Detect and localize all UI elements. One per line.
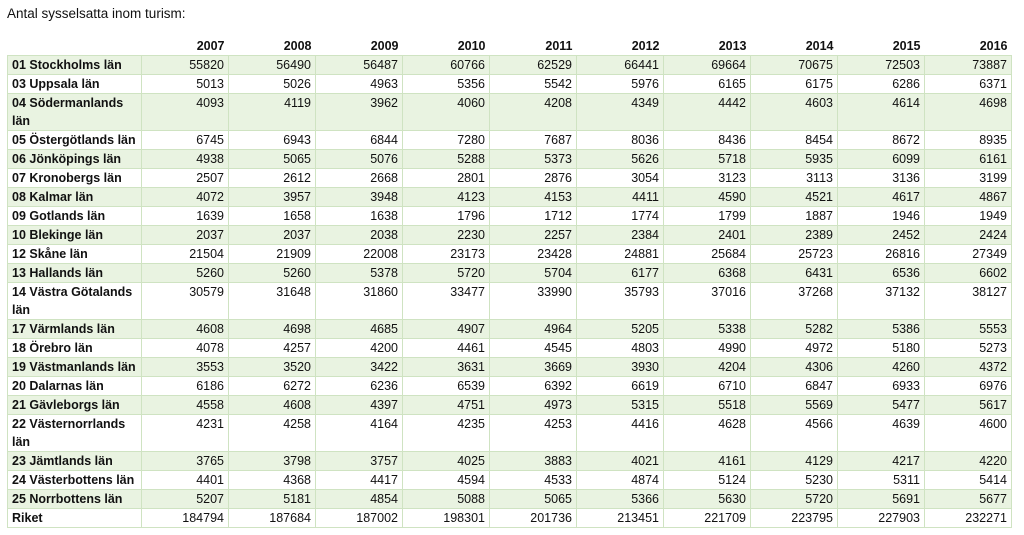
value-cell: 4751 xyxy=(403,396,490,415)
value-cell: 37268 xyxy=(751,283,838,320)
value-cell: 6236 xyxy=(316,377,403,396)
value-cell: 4349 xyxy=(577,94,664,131)
value-cell: 6933 xyxy=(838,377,925,396)
year-header: 2016 xyxy=(925,37,1012,56)
value-cell: 5569 xyxy=(751,396,838,415)
value-cell: 5205 xyxy=(577,320,664,339)
value-cell: 5720 xyxy=(403,264,490,283)
value-cell: 38127 xyxy=(925,283,1012,320)
value-cell: 25723 xyxy=(751,245,838,264)
table-row xyxy=(8,452,1012,471)
county-name-cell: 04 Södermanlands län xyxy=(8,94,142,131)
value-cell: 3136 xyxy=(838,169,925,188)
value-cell: 21909 xyxy=(229,245,316,264)
employment-table xyxy=(7,37,1012,528)
year-header: 2014 xyxy=(751,37,838,56)
table-row xyxy=(8,75,1012,94)
value-cell: 7687 xyxy=(490,131,577,150)
value-cell: 223795 xyxy=(751,509,838,528)
value-cell: 4231 xyxy=(142,415,229,452)
value-cell: 6943 xyxy=(229,131,316,150)
value-cell: 4164 xyxy=(316,415,403,452)
value-cell: 5677 xyxy=(925,490,1012,509)
header-corner xyxy=(8,37,142,56)
value-cell: 6844 xyxy=(316,131,403,150)
county-name-cell: 06 Jönköpings län xyxy=(8,150,142,169)
value-cell: 5626 xyxy=(577,150,664,169)
value-cell: 5356 xyxy=(403,75,490,94)
value-cell: 31860 xyxy=(316,283,403,320)
value-cell: 70675 xyxy=(751,56,838,75)
county-name-cell: 05 Östergötlands län xyxy=(8,131,142,150)
value-cell: 4397 xyxy=(316,396,403,415)
value-cell: 4698 xyxy=(925,94,1012,131)
value-cell: 8672 xyxy=(838,131,925,150)
value-cell: 8436 xyxy=(664,131,751,150)
value-cell: 5273 xyxy=(925,339,1012,358)
value-cell: 4639 xyxy=(838,415,925,452)
table-row xyxy=(8,396,1012,415)
value-cell: 1796 xyxy=(403,207,490,226)
value-cell: 6539 xyxy=(403,377,490,396)
table-row xyxy=(8,377,1012,396)
value-cell: 4608 xyxy=(229,396,316,415)
value-cell: 4208 xyxy=(490,94,577,131)
value-cell: 3962 xyxy=(316,94,403,131)
value-cell: 5181 xyxy=(229,490,316,509)
table-row xyxy=(8,131,1012,150)
year-header: 2015 xyxy=(838,37,925,56)
value-cell: 5630 xyxy=(664,490,751,509)
value-cell: 4416 xyxy=(577,415,664,452)
value-cell: 1774 xyxy=(577,207,664,226)
value-cell: 198301 xyxy=(403,509,490,528)
value-cell: 60766 xyxy=(403,56,490,75)
value-cell: 4257 xyxy=(229,339,316,358)
value-cell: 56490 xyxy=(229,56,316,75)
county-name-cell: 21 Gävleborgs län xyxy=(8,396,142,415)
value-cell: 5935 xyxy=(751,150,838,169)
value-cell: 6272 xyxy=(229,377,316,396)
table-row xyxy=(8,415,1012,452)
county-name-cell: 10 Blekinge län xyxy=(8,226,142,245)
value-cell: 5288 xyxy=(403,150,490,169)
value-cell: 5704 xyxy=(490,264,577,283)
value-cell: 5124 xyxy=(664,471,751,490)
value-cell: 1712 xyxy=(490,207,577,226)
value-cell: 6099 xyxy=(838,150,925,169)
value-cell: 4401 xyxy=(142,471,229,490)
value-cell: 2037 xyxy=(142,226,229,245)
value-cell: 4161 xyxy=(664,452,751,471)
value-cell: 4204 xyxy=(664,358,751,377)
year-header: 2011 xyxy=(490,37,577,56)
value-cell: 3930 xyxy=(577,358,664,377)
value-cell: 3520 xyxy=(229,358,316,377)
value-cell: 5477 xyxy=(838,396,925,415)
county-name-cell: 20 Dalarnas län xyxy=(8,377,142,396)
value-cell: 22008 xyxy=(316,245,403,264)
table-row xyxy=(8,226,1012,245)
value-cell: 5338 xyxy=(664,320,751,339)
value-cell: 4129 xyxy=(751,452,838,471)
value-cell: 7280 xyxy=(403,131,490,150)
value-cell: 6976 xyxy=(925,377,1012,396)
table-row xyxy=(8,339,1012,358)
year-header: 2012 xyxy=(577,37,664,56)
value-cell: 4258 xyxy=(229,415,316,452)
value-cell: 4235 xyxy=(403,415,490,452)
value-cell: 227903 xyxy=(838,509,925,528)
table-row xyxy=(8,150,1012,169)
value-cell: 4867 xyxy=(925,188,1012,207)
value-cell: 72503 xyxy=(838,56,925,75)
value-cell: 5230 xyxy=(751,471,838,490)
value-cell: 4123 xyxy=(403,188,490,207)
value-cell: 4590 xyxy=(664,188,751,207)
value-cell: 1639 xyxy=(142,207,229,226)
value-cell: 4060 xyxy=(403,94,490,131)
year-header: 2009 xyxy=(316,37,403,56)
year-header: 2013 xyxy=(664,37,751,56)
county-name-cell: 25 Norrbottens län xyxy=(8,490,142,509)
value-cell: 3798 xyxy=(229,452,316,471)
value-cell: 4963 xyxy=(316,75,403,94)
year-header: 2007 xyxy=(142,37,229,56)
value-cell: 4533 xyxy=(490,471,577,490)
value-cell: 2037 xyxy=(229,226,316,245)
value-cell: 3957 xyxy=(229,188,316,207)
table-row xyxy=(8,245,1012,264)
value-cell: 5260 xyxy=(229,264,316,283)
value-cell: 2612 xyxy=(229,169,316,188)
value-cell: 5378 xyxy=(316,264,403,283)
value-cell: 2452 xyxy=(838,226,925,245)
value-cell: 4372 xyxy=(925,358,1012,377)
value-cell: 5282 xyxy=(751,320,838,339)
value-cell: 6368 xyxy=(664,264,751,283)
value-cell: 4217 xyxy=(838,452,925,471)
value-cell: 23428 xyxy=(490,245,577,264)
value-cell: 2038 xyxy=(316,226,403,245)
value-cell: 2668 xyxy=(316,169,403,188)
value-cell: 3883 xyxy=(490,452,577,471)
value-cell: 5076 xyxy=(316,150,403,169)
value-cell: 26816 xyxy=(838,245,925,264)
county-name-cell: 18 Örebro län xyxy=(8,339,142,358)
value-cell: 6161 xyxy=(925,150,1012,169)
county-name-cell: 12 Skåne län xyxy=(8,245,142,264)
value-cell: 24881 xyxy=(577,245,664,264)
value-cell: 6602 xyxy=(925,264,1012,283)
county-name-cell: 24 Västerbottens län xyxy=(8,471,142,490)
value-cell: 4854 xyxy=(316,490,403,509)
value-cell: 3669 xyxy=(490,358,577,377)
value-cell: 5260 xyxy=(142,264,229,283)
value-cell: 6286 xyxy=(838,75,925,94)
value-cell: 5065 xyxy=(229,150,316,169)
value-cell: 5542 xyxy=(490,75,577,94)
value-cell: 8935 xyxy=(925,131,1012,150)
value-cell: 6431 xyxy=(751,264,838,283)
county-name-cell: 01 Stockholms län xyxy=(8,56,142,75)
value-cell: 25684 xyxy=(664,245,751,264)
value-cell: 4566 xyxy=(751,415,838,452)
value-cell: 6745 xyxy=(142,131,229,150)
value-cell: 4600 xyxy=(925,415,1012,452)
value-cell: 4021 xyxy=(577,452,664,471)
value-cell: 1946 xyxy=(838,207,925,226)
value-cell: 5026 xyxy=(229,75,316,94)
table-row xyxy=(8,490,1012,509)
value-cell: 5311 xyxy=(838,471,925,490)
value-cell: 6175 xyxy=(751,75,838,94)
value-cell: 4617 xyxy=(838,188,925,207)
table-row xyxy=(8,358,1012,377)
value-cell: 4153 xyxy=(490,188,577,207)
table-row xyxy=(8,509,1012,528)
value-cell: 4260 xyxy=(838,358,925,377)
value-cell: 2389 xyxy=(751,226,838,245)
value-cell: 33477 xyxy=(403,283,490,320)
value-cell: 1638 xyxy=(316,207,403,226)
value-cell: 1799 xyxy=(664,207,751,226)
county-name-cell: 13 Hallands län xyxy=(8,264,142,283)
value-cell: 5088 xyxy=(403,490,490,509)
value-cell: 1949 xyxy=(925,207,1012,226)
value-cell: 4521 xyxy=(751,188,838,207)
value-cell: 4803 xyxy=(577,339,664,358)
table-row xyxy=(8,56,1012,75)
value-cell: 2257 xyxy=(490,226,577,245)
value-cell: 4990 xyxy=(664,339,751,358)
value-cell: 5617 xyxy=(925,396,1012,415)
county-name-cell: 03 Uppsala län xyxy=(8,75,142,94)
county-name-cell: Riket xyxy=(8,509,142,528)
value-cell: 5691 xyxy=(838,490,925,509)
value-cell: 4698 xyxy=(229,320,316,339)
value-cell: 4093 xyxy=(142,94,229,131)
table-caption: Antal sysselsatta inom turism: xyxy=(7,6,186,21)
value-cell: 5065 xyxy=(490,490,577,509)
value-cell: 37132 xyxy=(838,283,925,320)
value-cell: 3757 xyxy=(316,452,403,471)
value-cell: 4972 xyxy=(751,339,838,358)
header-row xyxy=(8,37,1012,56)
value-cell: 6371 xyxy=(925,75,1012,94)
county-name-cell: 23 Jämtlands län xyxy=(8,452,142,471)
value-cell: 73887 xyxy=(925,56,1012,75)
value-cell: 5366 xyxy=(577,490,664,509)
value-cell: 3553 xyxy=(142,358,229,377)
value-cell: 21504 xyxy=(142,245,229,264)
value-cell: 6186 xyxy=(142,377,229,396)
table-row xyxy=(8,283,1012,320)
county-name-cell: 17 Värmlands län xyxy=(8,320,142,339)
value-cell: 3199 xyxy=(925,169,1012,188)
value-cell: 2801 xyxy=(403,169,490,188)
value-cell: 4608 xyxy=(142,320,229,339)
value-cell: 4907 xyxy=(403,320,490,339)
table-row xyxy=(8,169,1012,188)
value-cell: 55820 xyxy=(142,56,229,75)
value-cell: 2876 xyxy=(490,169,577,188)
value-cell: 2507 xyxy=(142,169,229,188)
value-cell: 6536 xyxy=(838,264,925,283)
value-cell: 6619 xyxy=(577,377,664,396)
county-name-cell: 22 Västernorrlands län xyxy=(8,415,142,452)
value-cell: 5518 xyxy=(664,396,751,415)
table-body xyxy=(8,56,1012,528)
value-cell: 2230 xyxy=(403,226,490,245)
value-cell: 232271 xyxy=(925,509,1012,528)
value-cell: 23173 xyxy=(403,245,490,264)
value-cell: 4558 xyxy=(142,396,229,415)
table-row xyxy=(8,188,1012,207)
value-cell: 4072 xyxy=(142,188,229,207)
value-cell: 4545 xyxy=(490,339,577,358)
value-cell: 5373 xyxy=(490,150,577,169)
value-cell: 2384 xyxy=(577,226,664,245)
value-cell: 187684 xyxy=(229,509,316,528)
value-cell: 35793 xyxy=(577,283,664,320)
value-cell: 2424 xyxy=(925,226,1012,245)
value-cell: 5718 xyxy=(664,150,751,169)
value-cell: 4078 xyxy=(142,339,229,358)
value-cell: 3948 xyxy=(316,188,403,207)
value-cell: 5180 xyxy=(838,339,925,358)
value-cell: 4306 xyxy=(751,358,838,377)
table-row xyxy=(8,471,1012,490)
value-cell: 184794 xyxy=(142,509,229,528)
value-cell: 6177 xyxy=(577,264,664,283)
value-cell: 8036 xyxy=(577,131,664,150)
county-name-cell: 09 Gotlands län xyxy=(8,207,142,226)
value-cell: 69664 xyxy=(664,56,751,75)
value-cell: 201736 xyxy=(490,509,577,528)
value-cell: 56487 xyxy=(316,56,403,75)
value-cell: 5414 xyxy=(925,471,1012,490)
value-cell: 4442 xyxy=(664,94,751,131)
value-cell: 5720 xyxy=(751,490,838,509)
value-cell: 62529 xyxy=(490,56,577,75)
value-cell: 4603 xyxy=(751,94,838,131)
value-cell: 4973 xyxy=(490,396,577,415)
value-cell: 4874 xyxy=(577,471,664,490)
value-cell: 3631 xyxy=(403,358,490,377)
value-cell: 8454 xyxy=(751,131,838,150)
year-header: 2010 xyxy=(403,37,490,56)
county-name-cell: 14 Västra Götalands län xyxy=(8,283,142,320)
year-header: 2008 xyxy=(229,37,316,56)
value-cell: 4685 xyxy=(316,320,403,339)
value-cell: 6165 xyxy=(664,75,751,94)
value-cell: 33990 xyxy=(490,283,577,320)
value-cell: 5207 xyxy=(142,490,229,509)
value-cell: 5386 xyxy=(838,320,925,339)
value-cell: 6847 xyxy=(751,377,838,396)
value-cell: 3765 xyxy=(142,452,229,471)
value-cell: 4368 xyxy=(229,471,316,490)
value-cell: 4964 xyxy=(490,320,577,339)
county-name-cell: 19 Västmanlands län xyxy=(8,358,142,377)
table-row xyxy=(8,264,1012,283)
value-cell: 213451 xyxy=(577,509,664,528)
table-row xyxy=(8,320,1012,339)
value-cell: 37016 xyxy=(664,283,751,320)
value-cell: 3113 xyxy=(751,169,838,188)
value-cell: 31648 xyxy=(229,283,316,320)
county-name-cell: 07 Kronobergs län xyxy=(8,169,142,188)
value-cell: 4461 xyxy=(403,339,490,358)
value-cell: 4417 xyxy=(316,471,403,490)
value-cell: 4938 xyxy=(142,150,229,169)
value-cell: 4594 xyxy=(403,471,490,490)
value-cell: 3422 xyxy=(316,358,403,377)
value-cell: 1887 xyxy=(751,207,838,226)
county-name-cell: 08 Kalmar län xyxy=(8,188,142,207)
value-cell: 187002 xyxy=(316,509,403,528)
value-cell: 30579 xyxy=(142,283,229,320)
value-cell: 5553 xyxy=(925,320,1012,339)
value-cell: 6710 xyxy=(664,377,751,396)
value-cell: 4628 xyxy=(664,415,751,452)
value-cell: 6392 xyxy=(490,377,577,396)
value-cell: 4025 xyxy=(403,452,490,471)
value-cell: 5013 xyxy=(142,75,229,94)
table-row xyxy=(8,207,1012,226)
value-cell: 3054 xyxy=(577,169,664,188)
value-cell: 5315 xyxy=(577,396,664,415)
value-cell: 27349 xyxy=(925,245,1012,264)
value-cell: 4411 xyxy=(577,188,664,207)
value-cell: 1658 xyxy=(229,207,316,226)
value-cell: 4119 xyxy=(229,94,316,131)
value-cell: 3123 xyxy=(664,169,751,188)
value-cell: 66441 xyxy=(577,56,664,75)
value-cell: 2401 xyxy=(664,226,751,245)
value-cell: 4200 xyxy=(316,339,403,358)
value-cell: 4614 xyxy=(838,94,925,131)
value-cell: 5976 xyxy=(577,75,664,94)
value-cell: 4253 xyxy=(490,415,577,452)
value-cell: 221709 xyxy=(664,509,751,528)
value-cell: 4220 xyxy=(925,452,1012,471)
table-row xyxy=(8,94,1012,131)
